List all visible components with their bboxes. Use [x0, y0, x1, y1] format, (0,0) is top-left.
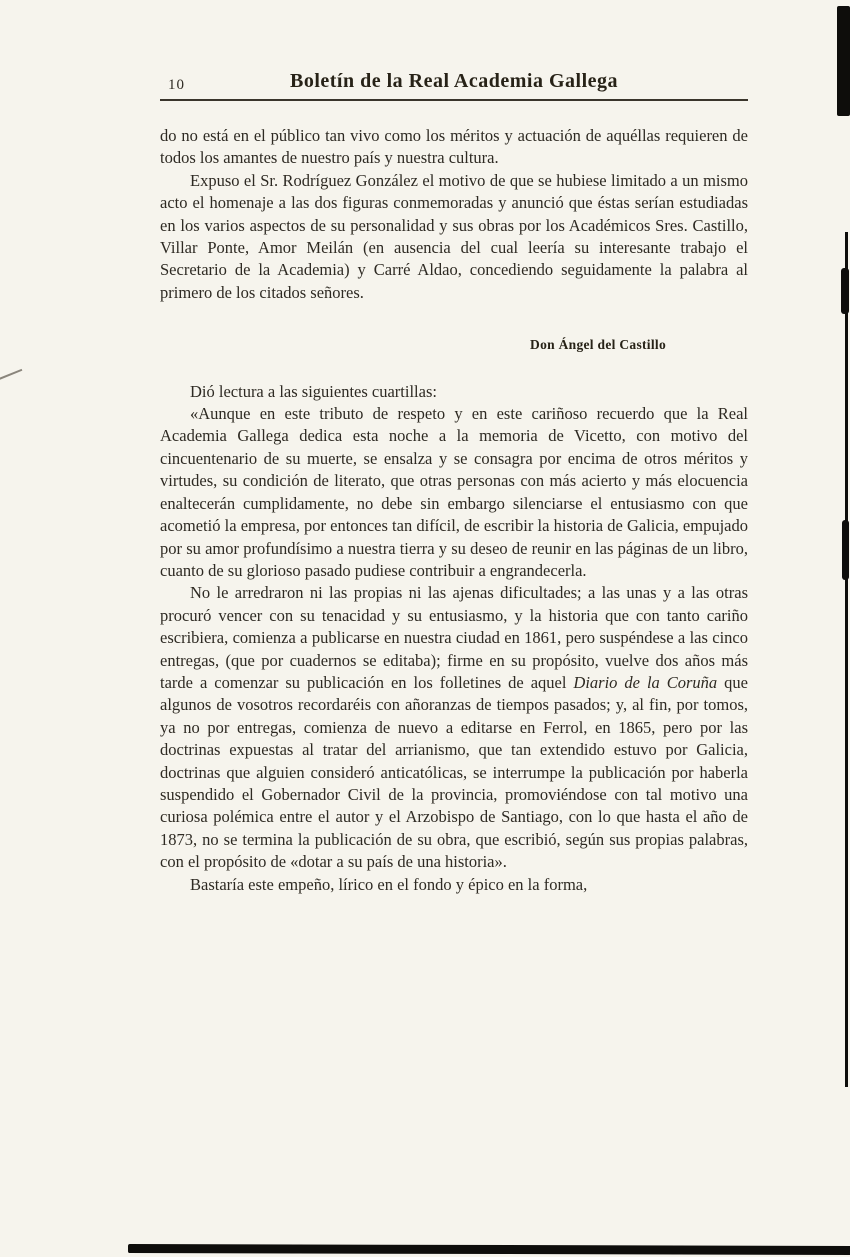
paragraph-continuation: do no está en el público tan vivo como los méritos y actuación de aquéllas requieren de todos los amantes de nuestro país y nuestra cultura.	[160, 126, 748, 168]
paragraph-aunque: «Aunque en este tributo de respeto y en este cariñoso recuerdo que la Real Academia Gallega dedica esta noche a la memoria de Vicetto, con motivo del cincuentenario de su muerte, se ensalza y se consagra por encima de otros méritos y virtudes, su condición de literato, que otras personas con más acierto y más elocuencia enaltecerán cumplidamente, no debe sin embargo silenciarse el entusiasmo con que acometió la empresa, por entonces tan difícil, de escribir la historia de Galicia, empujado por su amor profundísimo a nuestra tierra y su deseo de reunir en las páginas de un libro, cuanto de su glorioso pasado pudiese contribuir a engrandecerla.	[160, 404, 748, 580]
article-body	[160, 125, 748, 896]
scan-mark-right-blob-1	[841, 268, 849, 314]
page-content	[160, 70, 748, 896]
book-title-italic: Diario de la Coruña	[573, 672, 718, 692]
paragraph-expuso: Expuso el Sr. Rodríguez González el motivo de que se hubiese limitado a un mismo acto el homenaje a las dos figuras conmemoradas y anunció que éstas serían estudiadas en los varios aspectos de su personalidad y sus obras por los Académicos Sres. Castillo, Villar Ponte, Amor Meilán (en ausencia del cual leería su interesante trabajo el Secretario de la Academia) y Carré Aldao, concediendo seguidamente la palabra al primero de los citados señores.	[160, 170, 748, 302]
paragraph-historia-part1: No le arredraron ni las propias ni las ajenas dificultades; a las unas y a las otras procuró vencer con su tenacidad y su entusiasmo, y la historia que con tanto cariño escribiera, comienza a publicarse en nuestra ciudad en 1861, pero suspéndese a las cinco entregas, (que por cuadernos se editaba); firme en su propósito, vuelve dos años más tarde a comenzar su publicación en los folletines de aquel	[160, 583, 748, 692]
paragraph-historia	[160, 582, 748, 873]
speaker-heading: Don Ángel del Castillo	[530, 337, 666, 353]
scan-mark-top-right	[837, 6, 850, 116]
scan-mark-right-edge-line	[845, 232, 848, 1087]
paragraph-historia-part2: que algunos de vosotros recordaréis con añoranzas de tiempos pasados; y, al fin, por tomos, ya no por entregas, comienza de nuevo a editarse en Ferrol, en 1865, pero por las doctrinas expuestas al tratar del arrianismo, que tan extendido estuvo por Galicia, doctrinas que alguien consideró anticatólicas, se interrumpe la publicación por haberla suspendido el Gobernador Civil de la provincia, promoviéndose con tal motivo una curiosa polémica entre el autor y el Arzobispo de Santiago, con lo que hasta el año de 1873, no se termina la publicación de su obra, que escribió, según sus propias palabras, con el propósito de «dotar a su país de una historia».	[160, 672, 748, 872]
scan-mark-left-scratch	[0, 369, 22, 381]
scan-mark-bottom-bar	[128, 1244, 850, 1255]
page-number: 10	[168, 77, 185, 93]
paragraph-final: Bastaría este empeño, lírico en el fondo y épico en la forma,	[190, 874, 588, 894]
page-header	[160, 70, 748, 101]
paragraph-lectura: Dió lectura a las siguientes cuartillas:	[190, 381, 437, 401]
journal-title: Boletín de la Real Academia Gallega	[289, 70, 619, 92]
scan-mark-right-blob-2	[842, 520, 849, 580]
